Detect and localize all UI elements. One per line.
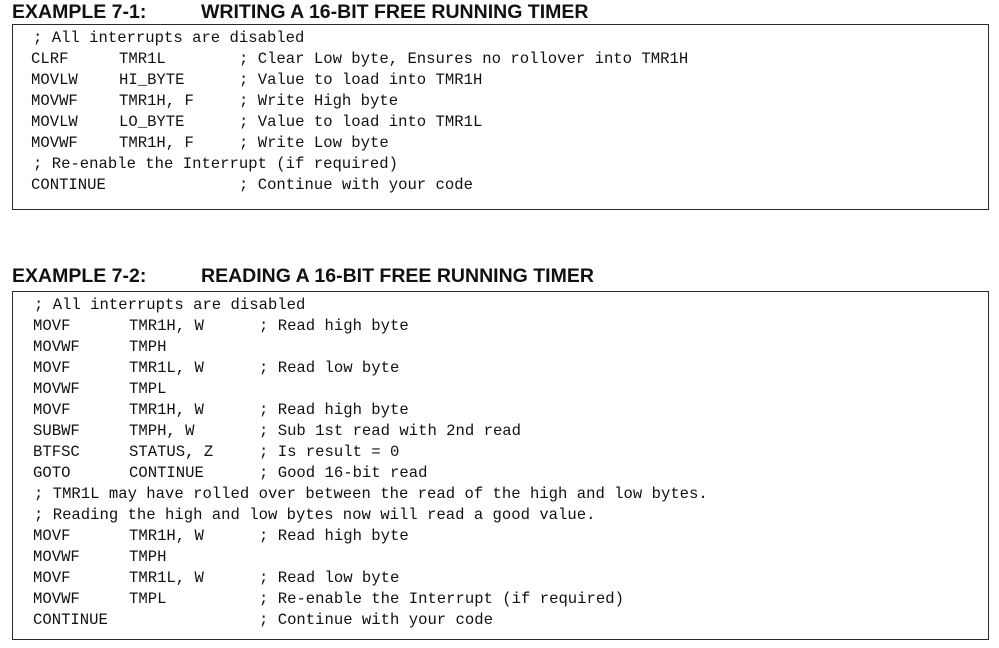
code-comment: ; Re-enable the Interrupt (if required)	[33, 155, 398, 173]
instruction-mnemonic: MOVF	[33, 569, 71, 587]
example-number: EXAMPLE 7-2:	[12, 265, 147, 287]
instruction-mnemonic: MOVLW	[31, 71, 78, 89]
comment-line	[13, 295, 988, 316]
instruction-operand: TMPL	[129, 380, 167, 398]
code-comment: ; Read high byte	[259, 401, 409, 419]
example-7-2	[0, 264, 999, 629]
code-comment: ; Value to load into TMR1L	[239, 113, 483, 131]
instruction-mnemonic: MOVF	[33, 317, 71, 335]
code-line	[13, 49, 988, 70]
code-comment: ; Read low byte	[259, 569, 400, 587]
code-line	[13, 337, 988, 358]
code-comment: ; All interrupts are disabled	[33, 29, 305, 47]
instruction-mnemonic: MOVWF	[31, 92, 78, 110]
instruction-mnemonic: MOVF	[33, 359, 71, 377]
code-line	[13, 589, 988, 610]
code-line	[13, 316, 988, 337]
instruction-operand: TMR1H, W	[129, 401, 204, 419]
comment-line	[13, 154, 988, 175]
code-line	[13, 70, 988, 91]
instruction-mnemonic: SUBWF	[33, 422, 80, 440]
instruction-operand: TMPH, W	[129, 422, 195, 440]
code-line	[13, 379, 988, 400]
code-comment: ; Read high byte	[259, 527, 409, 545]
instruction-mnemonic: MOVWF	[33, 590, 80, 608]
instruction-operand: CONTINUE	[129, 464, 204, 482]
code-listing	[12, 291, 989, 640]
instruction-mnemonic: GOTO	[33, 464, 71, 482]
code-line	[13, 442, 988, 463]
instruction-operand: TMR1L, W	[129, 359, 204, 377]
code-line	[13, 112, 988, 133]
instruction-operand: TMR1L	[119, 50, 166, 68]
instruction-mnemonic: MOVWF	[31, 134, 78, 152]
code-comment: ; Reading the high and low bytes now will read a good value.	[34, 506, 596, 524]
instruction-mnemonic: MOVF	[33, 401, 71, 419]
code-comment: ; Write Low byte	[239, 134, 389, 152]
code-line	[13, 91, 988, 112]
code-comment: ; Read high byte	[259, 317, 409, 335]
instruction-operand: LO_BYTE	[119, 113, 185, 131]
instruction-operand: HI_BYTE	[119, 71, 185, 89]
code-comment: ; Clear Low byte, Ensures no rollover into TMR1H	[239, 50, 689, 68]
code-line	[13, 610, 988, 631]
instruction-mnemonic: MOVWF	[33, 338, 80, 356]
instruction-operand: TMR1H, W	[129, 317, 204, 335]
example-title: READING A 16-BIT FREE RUNNING TIMER	[201, 265, 594, 287]
code-comment: ; TMR1L may have rolled over between the read of the high and low bytes.	[34, 485, 708, 503]
code-line	[13, 133, 988, 154]
example-heading	[0, 0, 999, 24]
instruction-operand: TMR1H, F	[119, 134, 194, 152]
code-comment: ; All interrupts are disabled	[34, 296, 306, 314]
code-line	[13, 175, 988, 196]
instruction-mnemonic: BTFSC	[33, 443, 80, 461]
instruction-mnemonic: MOVWF	[33, 380, 80, 398]
instruction-mnemonic: CONTINUE	[33, 611, 108, 629]
code-line	[13, 547, 988, 568]
code-line	[13, 463, 988, 484]
instruction-operand: TMPL	[129, 590, 167, 608]
code-line	[13, 358, 988, 379]
instruction-operand: TMR1L, W	[129, 569, 204, 587]
comment-line	[13, 28, 988, 49]
instruction-mnemonic: CONTINUE	[31, 176, 106, 194]
code-comment: ; Continue with your code	[239, 176, 473, 194]
instruction-mnemonic: MOVLW	[31, 113, 78, 131]
example-number: EXAMPLE 7-1:	[12, 1, 147, 23]
code-comment: ; Good 16-bit read	[259, 464, 428, 482]
code-comment: ; Write High byte	[239, 92, 399, 110]
instruction-mnemonic: MOVF	[33, 527, 71, 545]
example-7-1	[0, 0, 999, 194]
code-comment: ; Continue with your code	[259, 611, 493, 629]
code-comment: ; Is result = 0	[259, 443, 400, 461]
instruction-operand: TMPH	[129, 548, 167, 566]
code-listing	[12, 24, 989, 210]
comment-line	[13, 505, 988, 526]
instruction-operand: TMR1H, W	[129, 527, 204, 545]
code-comment: ; Re-enable the Interrupt (if required)	[259, 590, 624, 608]
code-line	[13, 400, 988, 421]
comment-line	[13, 484, 988, 505]
instruction-mnemonic: MOVWF	[33, 548, 80, 566]
code-comment: ; Value to load into TMR1H	[239, 71, 483, 89]
code-comment: ; Sub 1st read with 2nd read	[259, 422, 522, 440]
code-line	[13, 526, 988, 547]
code-comment: ; Read low byte	[259, 359, 400, 377]
code-line	[13, 421, 988, 442]
code-line	[13, 568, 988, 589]
instruction-operand: TMPH	[129, 338, 167, 356]
example-heading	[0, 264, 999, 288]
instruction-operand: STATUS, Z	[129, 443, 214, 461]
instruction-operand: TMR1H, F	[119, 92, 194, 110]
instruction-mnemonic: CLRF	[31, 50, 69, 68]
example-title: WRITING A 16-BIT FREE RUNNING TIMER	[201, 1, 589, 23]
